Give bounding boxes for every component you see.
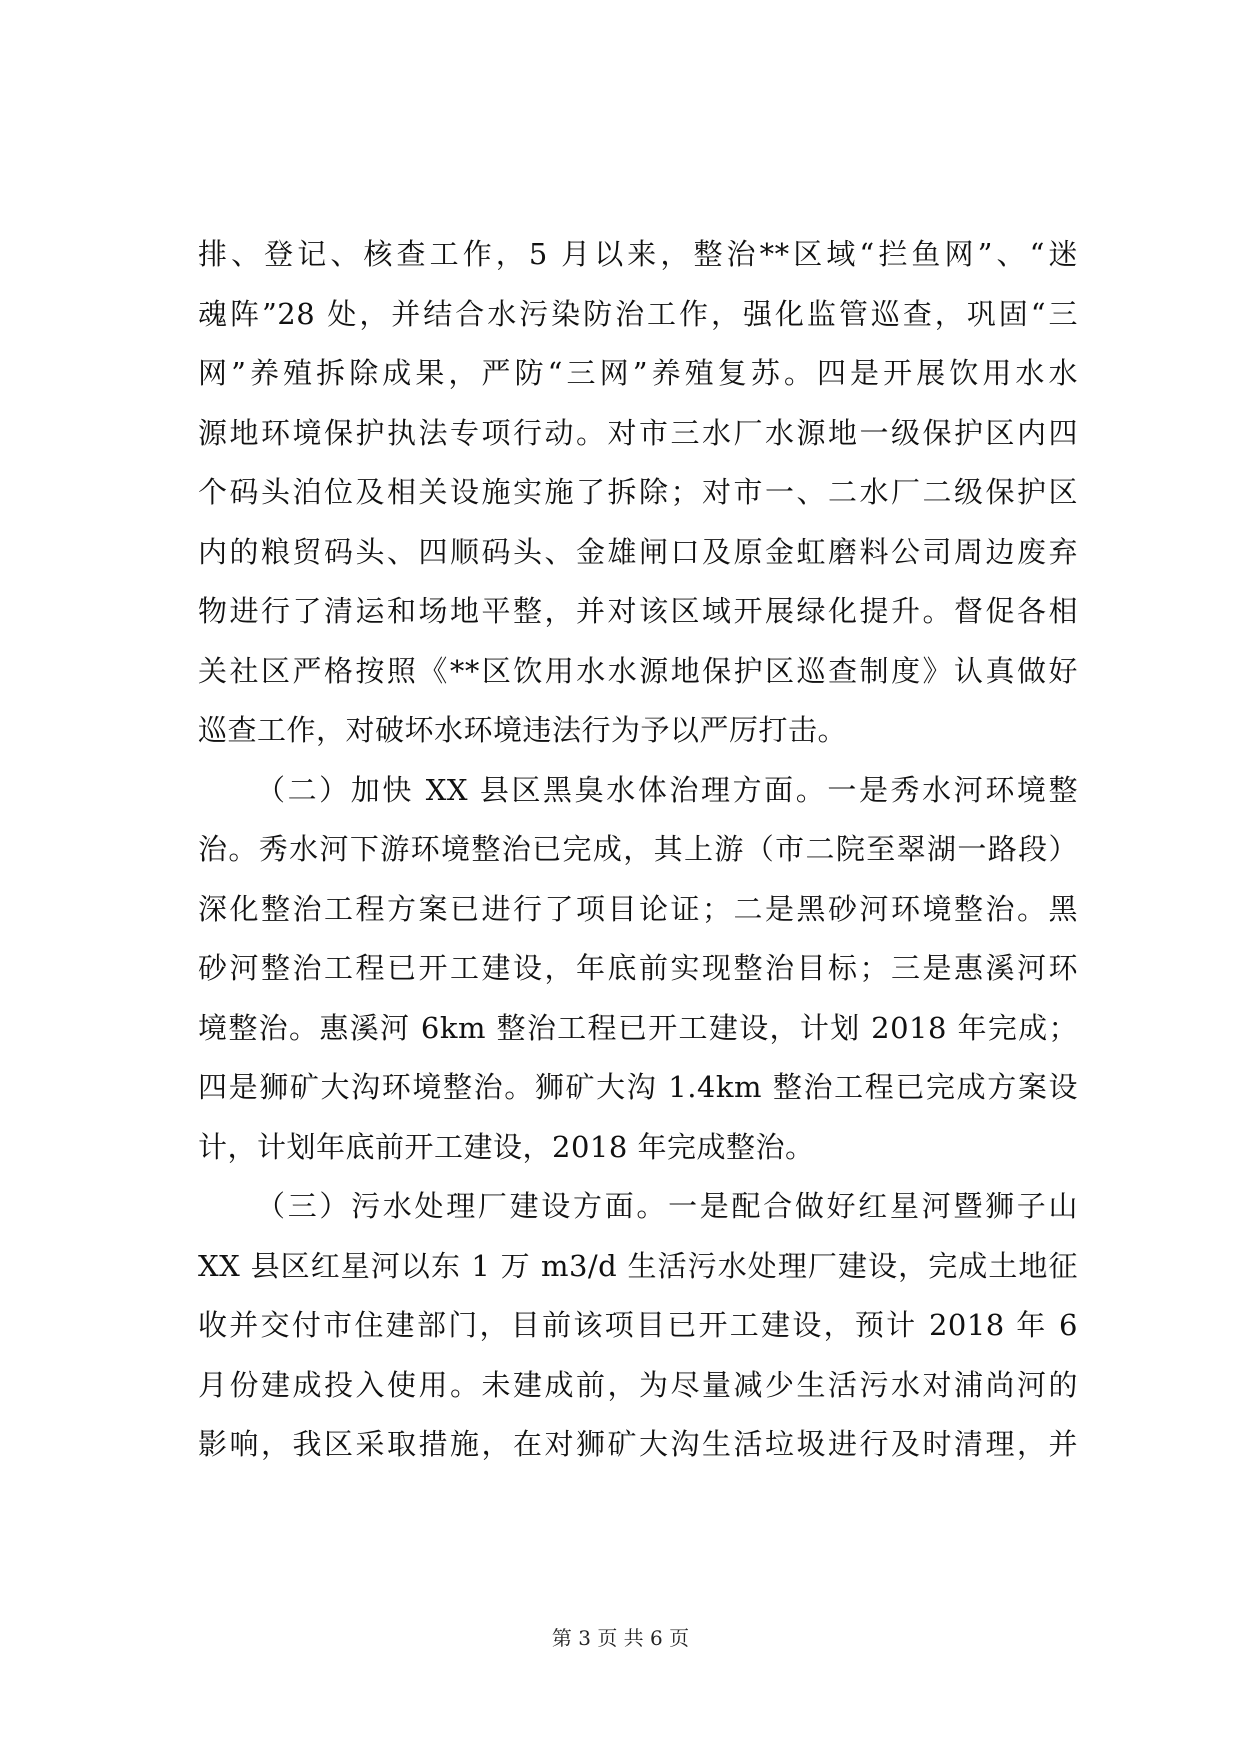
text-line: 四是狮矿大沟环境整治。狮矿大沟 1.4km 整治工程已完成方案设 — [198, 1070, 1078, 1104]
text-line: 境整治。惠溪河 6km 整治工程已开工建设，计划 2018 年完成； — [198, 1010, 1078, 1045]
text-line: XX 县区红星河以东 1 万 m3/d 生活污水处理厂建设，完成土地征 — [198, 1248, 1078, 1283]
text-line: 关社区严格按照《**区饮用水水源地保护区巡查制度》认真做好 — [198, 653, 1078, 688]
text-line: 收并交付市住建部门，目前该项目已开工建设，预计 2018 年 6 — [198, 1308, 1078, 1342]
text-line: 月份建成投入使用。未建成前，为尽量减少生活污水对浦尚河的 — [198, 1367, 1078, 1402]
text-line: 魂阵”28 处，并结合水污染防治工作，强化监管巡查，巩固“三 — [198, 296, 1078, 331]
text-line: 巡查工作，对破坏水环境违法行为予以严厉打击。 — [198, 713, 848, 747]
text-line: 排、登记、核查工作，5 月以来，整治**区域“拦鱼网”、“迷 — [198, 237, 1078, 271]
text-line: （二）加快 XX 县区黑臭水体治理方面。一是秀水河环境整 — [256, 772, 1078, 807]
text-line: 砂河整治工程已开工建设，年底前实现整治目标；三是惠溪河环 — [198, 951, 1078, 985]
document-body — [198, 225, 1078, 1475]
text-line: 源地环境保护执法专项行动。对市三水厂水源地一级保护区内四 — [198, 415, 1078, 450]
text-line: 计，计划年底前开工建设，2018 年完成整治。 — [198, 1129, 815, 1164]
text-line: 深化整治工程方案已进行了项目论证；二是黑砂河环境整治。黑 — [198, 891, 1078, 926]
text-line: 影响，我区采取措施，在对狮矿大沟生活垃圾进行及时清理，并 — [198, 1427, 1078, 1461]
text-line: 治。秀水河下游环境整治已完成，其上游（市二院至翠湖一路段） — [198, 832, 1078, 866]
text-line: 内的粮贸码头、四顺码头、金雄闸口及原金虹磨料公司周边废弃 — [198, 534, 1078, 569]
page-footer: 第 3 页 共 6 页 — [551, 1626, 690, 1650]
text-line: 网”养殖拆除成果，严防“三网”养殖复苏。四是开展饮用水水 — [198, 356, 1078, 390]
text-line: 个码头泊位及相关设施实施了拆除；对市一、二水厂二级保护区 — [198, 475, 1078, 509]
text-line: 物进行了清运和场地平整，并对该区域开展绿化提升。督促各相 — [198, 594, 1078, 628]
text-line: （三）污水处理厂建设方面。一是配合做好红星河暨狮子山 — [256, 1189, 1078, 1223]
